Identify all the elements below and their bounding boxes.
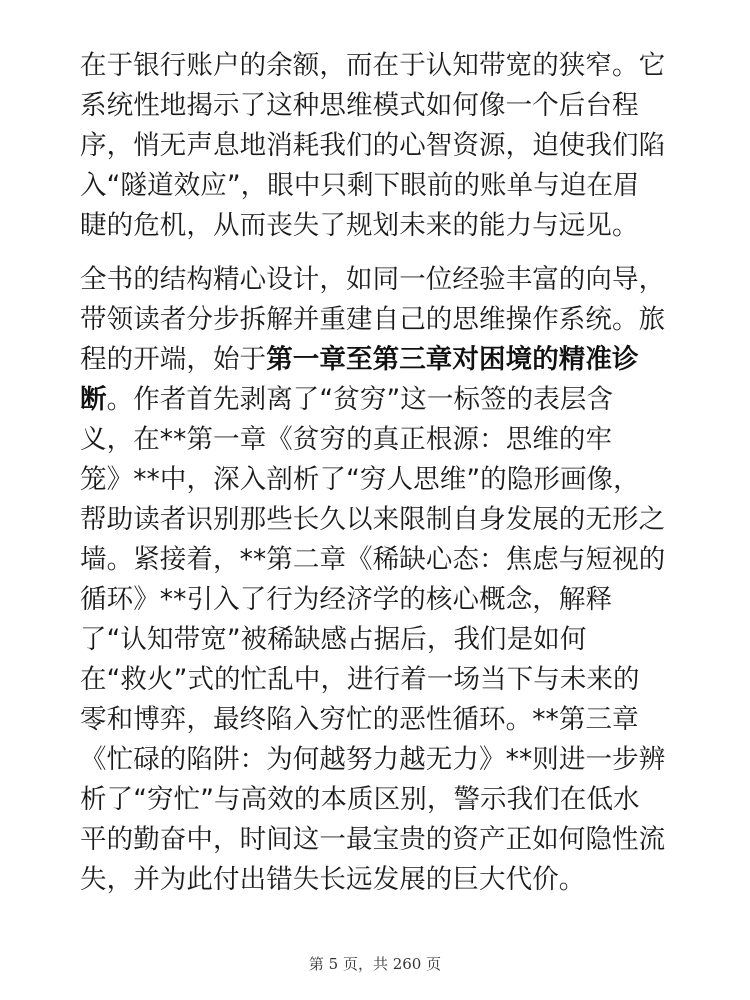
text-line <box>80 740 680 780</box>
page-footer: 第 5 页，共 260 页 <box>308 955 442 973</box>
text-run: 失，并为此付出错失长远发展的巨大代价。 <box>80 864 586 895</box>
text-run: 程的开端，始于 <box>80 344 267 375</box>
text-run: 帮助读者识别那些长久以来限制自身发展的无形之 <box>80 504 666 535</box>
text-line <box>80 820 680 860</box>
text-line <box>80 700 680 740</box>
bold-text: 断 <box>80 384 107 415</box>
paragraph <box>80 46 680 246</box>
text-line <box>80 420 680 460</box>
text-run: 睫的危机，从而丧失了规划未来的能力与远见。 <box>80 210 639 241</box>
text-run: 《忙碌的陷阱：为何越努力越无力》**则进一步辨 <box>80 744 666 775</box>
text-line <box>80 206 680 246</box>
text-run: 了“认知带宽”被稀缺感占据后，我们是如何 <box>80 624 587 655</box>
text-line <box>80 540 680 580</box>
text-line <box>80 780 680 820</box>
text-line <box>80 86 680 126</box>
text-run: 全书的结构精心设计，如同一位经验丰富的向导， <box>80 264 666 295</box>
text-run: 在“救火”式的忙乱中，进行着一场当下与未来的 <box>80 664 640 695</box>
text-line <box>80 300 680 340</box>
text-run: 循环》**引入了行为经济学的核心概念，解释 <box>80 584 613 615</box>
text-run: 在于银行账户的余额，而在于认知带宽的狭窄。它 <box>80 50 666 81</box>
text-run: 。作者首先剥离了“贫穷”这一标签的表层含 <box>106 384 614 415</box>
text-run: 零和博弈，最终陷入穷忙的恶性循环。**第三章 <box>80 704 639 735</box>
text-run: 序，悄无声息地消耗我们的心智资源，迫使我们陷 <box>80 130 666 161</box>
text-line <box>80 340 680 380</box>
text-run: 平的勤奋中，时间这一最宝贵的资产正如何隐性流 <box>80 824 666 855</box>
page-body <box>80 46 680 900</box>
text-run: 入“隧道效应”，眼中只剩下眼前的账单与迫在眉 <box>80 170 640 201</box>
text-line <box>80 860 680 900</box>
text-line <box>80 500 680 540</box>
paragraph <box>80 260 680 900</box>
text-line <box>80 46 680 86</box>
text-line <box>80 260 680 300</box>
text-line <box>80 126 680 166</box>
text-run: 墙。紧接着，**第二章《稀缺心态：焦虑与短视的 <box>80 544 666 575</box>
text-line <box>80 620 680 660</box>
text-line <box>80 380 680 420</box>
bold-text: 第一章至第三章对困境的精准诊 <box>266 344 639 375</box>
text-run: 义，在**第一章《贫穷的真正根源：思维的牢 <box>80 424 613 455</box>
text-run: 笼》**中，深入剖析了“穷人思维”的隐形画像， <box>80 464 640 495</box>
text-line <box>80 166 680 206</box>
text-run: 析了“穷忙”与高效的本质区别，警示我们在低水 <box>80 784 640 815</box>
text-line <box>80 660 680 700</box>
text-line <box>80 460 680 500</box>
text-line <box>80 580 680 620</box>
text-run: 带领读者分步拆解并重建自己的思维操作系统。旅 <box>80 304 666 335</box>
text-run: 系统性地揭示了这种思维模式如何像一个后台程 <box>80 90 639 121</box>
